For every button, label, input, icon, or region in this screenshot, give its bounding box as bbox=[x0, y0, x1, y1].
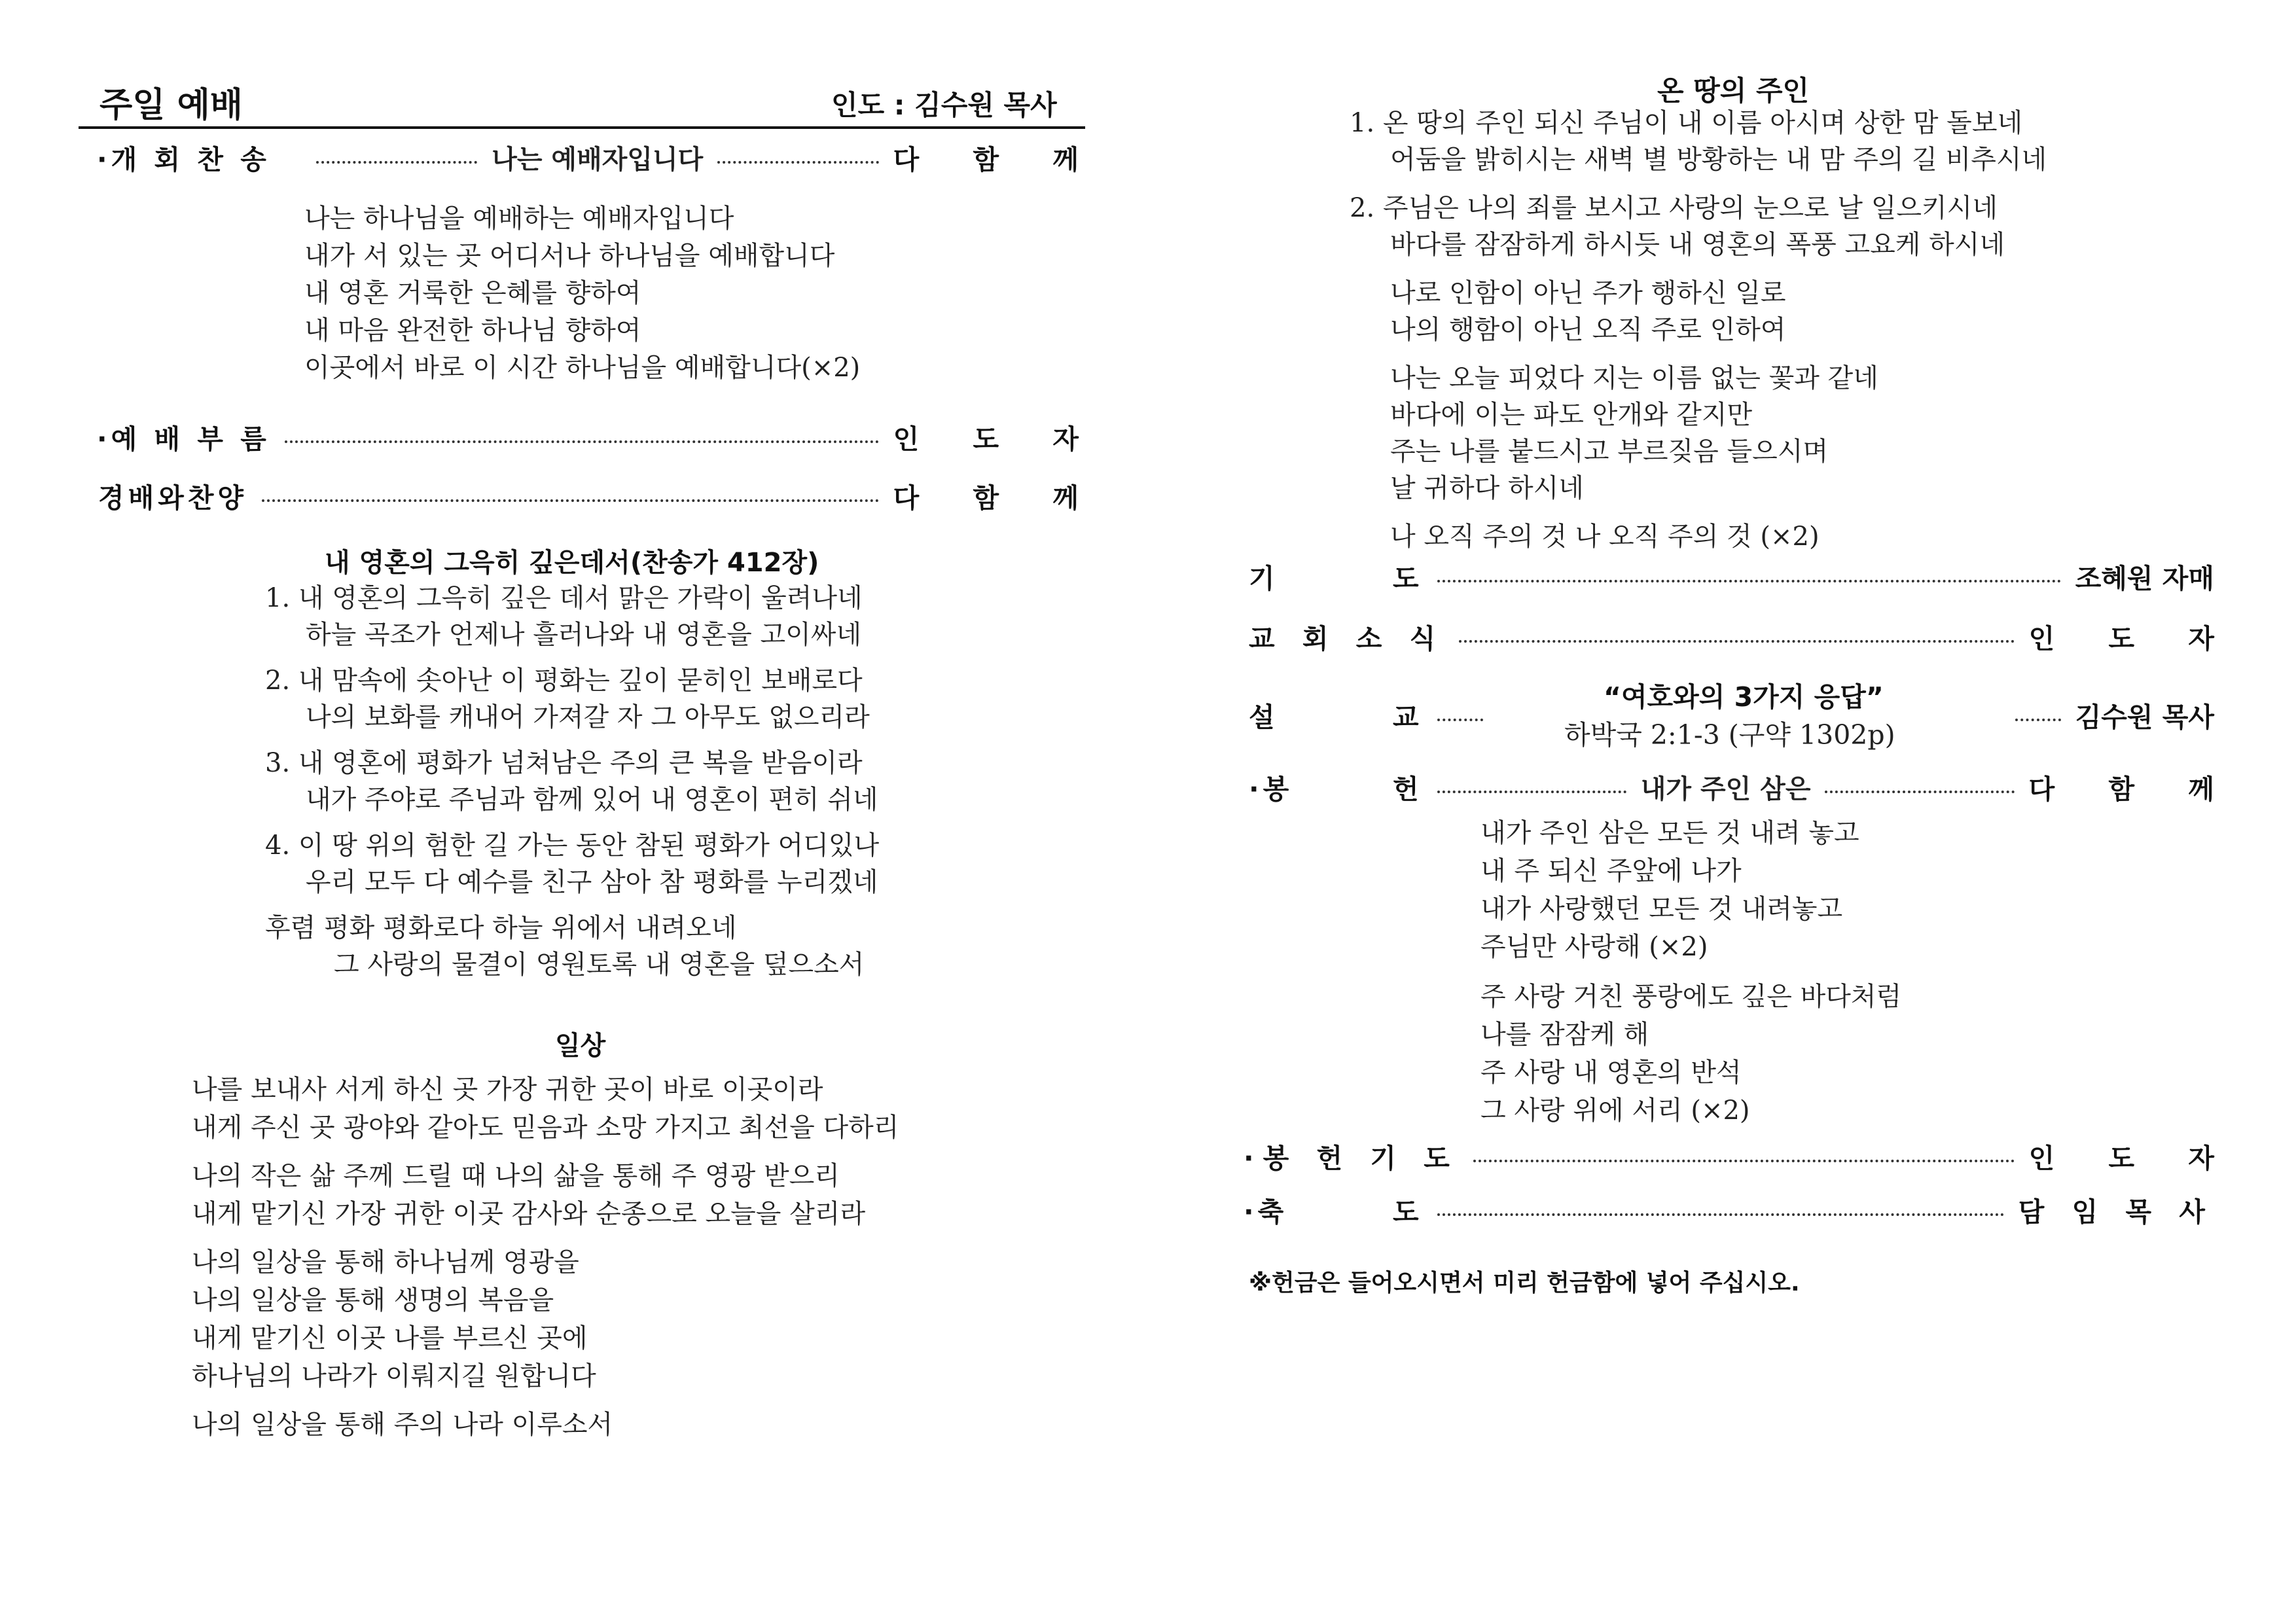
lyric-line: 주 사랑 내 영혼의 반석 bbox=[1480, 1058, 1742, 1088]
verse-line: 어둠을 밝히시는 새벽 별 방황하는 내 맘 주의 길 비추시네 bbox=[1390, 145, 2047, 175]
order-item-prayer bbox=[1249, 556, 2214, 596]
lyric-line: 나 오직 주의 것 나 오직 주의 것 (×2) bbox=[1390, 522, 1820, 552]
order-item-news bbox=[1249, 616, 2236, 656]
order-who: 다 함 께 bbox=[2028, 773, 2236, 805]
lyric-line: 내게 주신 곳 광야와 같아도 믿음과 소망 가지고 최선을 다하리 bbox=[192, 1113, 899, 1143]
lyric-line: 날 귀하다 하시네 bbox=[1390, 473, 1584, 503]
order-who: 다 함 께 bbox=[893, 482, 1101, 514]
order-who: 인 도 자 bbox=[2028, 1142, 2236, 1174]
lyric-line: 나의 일상을 통해 생명의 복음을 bbox=[192, 1285, 554, 1315]
order-who: 인 도 자 bbox=[893, 423, 1101, 455]
leader-dots bbox=[2015, 719, 2061, 721]
order-label-end: 교 bbox=[1393, 701, 1423, 733]
hymn-lyrics bbox=[265, 580, 879, 983]
lyric-line: 주는 나를 붙드시고 부르짖음 들으시며 bbox=[1390, 437, 1829, 467]
verse-line: 우리 모두 다 예수를 친구 삼아 참 평화를 누리겠네 bbox=[306, 867, 878, 897]
lyric-line: 나로 인함이 아닌 주가 행하신 일로 bbox=[1390, 278, 1786, 308]
verse-line: 내가 주야로 주님과 함께 있어 내 영혼이 편히 쉬네 bbox=[306, 785, 878, 815]
lyric-line: 주님만 사랑해 (×2) bbox=[1480, 932, 1708, 962]
song-title: 온 땅의 주인 bbox=[1657, 75, 1810, 107]
leader-dots bbox=[1437, 719, 1483, 721]
verse-line: 1. 온 땅의 주인 되신 주님이 내 이름 아시며 상한 맘 돌보네 bbox=[1350, 108, 2023, 138]
lyric-line: 바다에 이는 파도 안개와 같지만 bbox=[1390, 400, 1753, 430]
order-item-offering bbox=[1249, 767, 2236, 806]
sermon-scripture: 하박국 2:1-3 (구약 1302p) bbox=[1564, 719, 1895, 751]
order-item-benediction bbox=[1244, 1190, 2214, 1229]
offering-lyrics bbox=[1480, 814, 1901, 1130]
lyric-line: 나를 보내사 서게 하신 곳 가장 귀한 곳이 바로 이곳이라 bbox=[192, 1075, 823, 1105]
leader-dots bbox=[316, 161, 477, 164]
lyric-line: 나는 오늘 피었다 지는 이름 없는 꽃과 같네 bbox=[1390, 363, 1878, 393]
order-label: 설 bbox=[1249, 701, 1279, 733]
leader-dots bbox=[1473, 1160, 2015, 1162]
order-label: ·봉 헌 기 도 bbox=[1244, 1142, 1459, 1174]
offering-song-title: 내가 주인 삼은 bbox=[1640, 773, 1811, 804]
leader-dots bbox=[1459, 640, 2014, 643]
leader-dots bbox=[285, 440, 879, 443]
order-who: 담 임 목 사 bbox=[2018, 1196, 2214, 1228]
lyric-line: 그 사랑 위에 서리 (×2) bbox=[1480, 1096, 1750, 1126]
verse-line: 3. 내 영혼에 평화가 넘쳐남은 주의 큰 복을 받음이라 bbox=[265, 748, 863, 778]
lyric-line: 나는 하나님을 예배하는 예배자입니다 bbox=[304, 204, 734, 234]
sermon-title: “여호와의 3가지 응답” bbox=[1604, 681, 1884, 713]
verse-line: 4. 이 땅 위의 험한 길 가는 동안 참된 평화가 어디있나 bbox=[265, 830, 880, 861]
lyric-line: 내게 맡기신 가장 귀한 이곳 감사와 순종으로 오늘을 살리라 bbox=[192, 1199, 866, 1229]
opening-song-title: 나는 예배자입니다 bbox=[492, 143, 704, 175]
opening-lyrics bbox=[304, 200, 860, 387]
lyric-line: 나의 행함이 아닌 오직 주로 인하여 bbox=[1390, 315, 1786, 345]
verse-line: 1. 내 영혼의 그윽히 깊은 데서 맑은 가락이 울려나네 bbox=[265, 583, 863, 613]
leader-dots bbox=[717, 161, 878, 164]
lyric-line: 내가 서 있는 곳 어디서나 하나님을 예배합니다 bbox=[304, 241, 835, 271]
leader-dots bbox=[262, 499, 879, 502]
leader-dots bbox=[1437, 1213, 2004, 1216]
lyric-line: 내 주 되신 주앞에 나가 bbox=[1480, 856, 1742, 886]
song-lyrics bbox=[1350, 105, 2047, 555]
service-leader: 인도 : 김수원 목사 bbox=[831, 89, 1057, 121]
order-item-opening bbox=[97, 137, 1101, 177]
order-who: 김수원 목사 bbox=[2075, 701, 2214, 733]
order-item-praise bbox=[98, 476, 1101, 515]
leader-dots bbox=[1437, 791, 1626, 793]
lyric-line: 나를 잠잠케 해 bbox=[1480, 1020, 1649, 1050]
lyric-line: 내 영혼 거룩한 은혜를 향하여 bbox=[304, 278, 641, 308]
lyric-line: 내 마음 완전한 하나님 향하여 bbox=[304, 315, 641, 346]
lyric-line: 나의 일상을 통해 주의 나라 이루소서 bbox=[192, 1410, 613, 1440]
leader-dots bbox=[1437, 580, 2061, 582]
order-label: 교 회 소 식 bbox=[1249, 622, 1445, 654]
daily-song-lyrics bbox=[192, 1071, 899, 1444]
lyric-line: 나의 작은 삶 주께 드릴 때 나의 삶을 통해 주 영광 받으리 bbox=[192, 1161, 840, 1191]
lyric-line: 주 사랑 거친 풍랑에도 깊은 바다처럼 bbox=[1480, 982, 1902, 1012]
lyric-line: 나의 일상을 통해 하나님께 영광을 bbox=[192, 1247, 579, 1277]
order-who: 인 도 자 bbox=[2028, 622, 2236, 654]
service-title: 주일 예배 bbox=[99, 86, 243, 125]
verse-line: 바다를 잠잠하게 하시듯 내 영혼의 폭풍 고요케 하시네 bbox=[1390, 230, 2005, 260]
order-label-end: 도 bbox=[1393, 562, 1423, 594]
refrain-line: 그 사랑의 물결이 영원토록 내 영혼을 덮으소서 bbox=[334, 950, 865, 980]
order-who: 다 함 께 bbox=[893, 143, 1101, 175]
lyric-line: 내가 사랑했던 모든 것 내려놓고 bbox=[1480, 894, 1843, 924]
lyric-line: 하나님의 나라가 이뤄지길 원합니다 bbox=[192, 1361, 596, 1391]
order-label-end: 헌 bbox=[1393, 773, 1423, 805]
verse-line: 하늘 곡조가 언제나 흘러나와 내 영혼을 고이싸네 bbox=[306, 620, 862, 650]
lyric-line: 내게 맡기신 이곳 나를 부르신 곳에 bbox=[192, 1323, 588, 1353]
leader-dots bbox=[1825, 791, 2014, 793]
order-label: 기 bbox=[1249, 562, 1279, 594]
order-label: 경배와찬양 bbox=[98, 482, 248, 514]
lyric-line: 내가 주인 삼은 모든 것 내려 놓고 bbox=[1480, 818, 1859, 848]
lyric-line: 이곳에서 바로 이 시간 하나님을 예배합니다(×2) bbox=[304, 353, 861, 383]
header-rule bbox=[79, 126, 1085, 129]
order-item-call bbox=[97, 417, 1101, 456]
order-label: ·축 bbox=[1244, 1196, 1288, 1228]
order-label: ·예 배 부 름 bbox=[97, 423, 270, 455]
verse-line: 나의 보화를 캐내어 가져갈 자 그 아무도 없으리라 bbox=[306, 702, 870, 732]
verse-line: 2. 주님은 나의 죄를 보시고 사랑의 눈으로 날 일으키시네 bbox=[1350, 193, 1998, 223]
order-label: ·봉 bbox=[1249, 773, 1293, 805]
order-item-offering-prayer bbox=[1244, 1136, 2236, 1175]
order-who: 조혜원 자매 bbox=[2075, 562, 2214, 594]
order-label: ·개 회 찬 송 bbox=[97, 143, 270, 175]
refrain-line: 후렴 평화 평화로다 하늘 위에서 내려오네 bbox=[265, 913, 737, 943]
daily-song-title: 일상 bbox=[555, 1031, 606, 1061]
hymn-title: 내 영혼의 그윽히 깊은데서(찬송가 412장) bbox=[325, 548, 819, 578]
verse-line: 2. 내 맘속에 솟아난 이 평화는 깊이 묻히인 보배로다 bbox=[265, 666, 863, 696]
offering-notice: ※헌금은 들어오시면서 미리 헌금함에 넣어 주십시오. bbox=[1249, 1270, 1800, 1296]
order-label-end: 도 bbox=[1393, 1196, 1423, 1228]
